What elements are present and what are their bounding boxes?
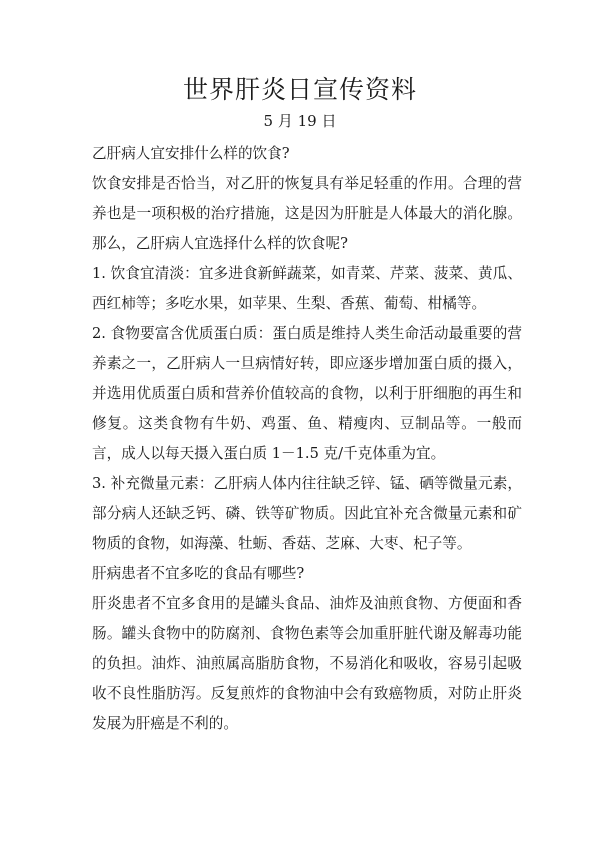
document-title: 世界肝炎日宣传资料 [182,75,417,104]
paragraph-intro: 饮食安排是否恰当，对乙肝的恢复具有举足轻重的作用。合理的营养也是一项积极的治疗措施，这是因为肝脏是人体最大的消化腺。那么，乙肝病人宜选择什么样的饮食呢? [92,175,522,252]
paragraph-item-3: 3. 补充微量元素：乙肝病人体内往往缺乏锌、锰、硒等微量元素，部分病人还缺乏钙、磷、铁等矿物质。因此宜补充含微量元素和矿物质的食物，如海藻、牡蛎、香菇、芝麻、大枣、杞子等。 [92,475,522,552]
document-body [92,139,522,739]
question-heading-2: 肝病患者不宜多吃的食品有哪些? [92,565,305,582]
document-date: 5 月 19 日 [263,112,337,130]
paragraph-item-1: 1. 饮食宜清淡：宜多进食新鲜蔬菜，如青菜、芹菜、菠菜、黄瓜、西红柿等；多吃水果，如苹果、生梨、香蕉、葡萄、柑橘等。 [92,265,522,312]
paragraph-item-2: 2. 食物要富含优质蛋白质：蛋白质是维持人类生命活动最重要的营养素之一，乙肝病人一旦病情好转，即应逐步增加蛋白质的摄入，并选用优质蛋白质和营养价值较高的食物，以利于肝细胞的再生和修复。这类食物有牛奶、鸡蛋、鱼、精瘦肉、豆制品等。一般而言，成人以每天摄入蛋白质 1－1.5 克/千克体重为宜。 [92,325,522,462]
question-heading-1: 乙肝病人宜安排什么样的饮食? [92,145,290,162]
paragraph-answer-2: 肝炎患者不宜多食用的是罐头食品、油炸及油煎食物、方便面和香肠。罐头食物中的防腐剂、食物色素等会加重肝脏代谢及解毒功能的负担。油炸、油煎属高脂肪食物，不易消化和吸收，容易引起吸收不良性脂肪泻。反复煎炸的食物油中会有致癌物质，对防止肝炎发展为肝癌是不利的。 [92,595,522,732]
